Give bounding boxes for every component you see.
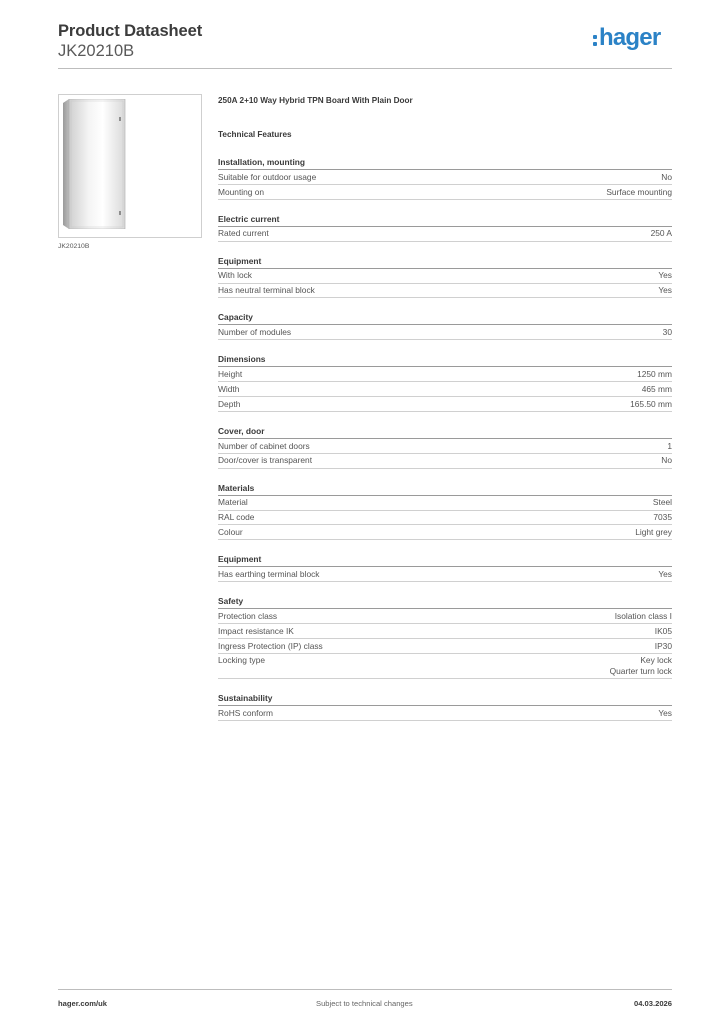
spec-label: Door/cover is transparent [218, 455, 313, 466]
spec-value-line: Quarter turn lock [609, 665, 672, 676]
spec-label: Width [218, 383, 240, 394]
section-capacity [218, 311, 672, 340]
spec-row [218, 511, 672, 526]
spec-value: Light grey [635, 527, 672, 538]
spec-value: Surface mounting [606, 186, 672, 197]
section-title: Materials [218, 482, 672, 496]
spec-label: Suitable for outdoor usage [218, 171, 317, 182]
product-reference: JK20210B [58, 42, 135, 60]
spec-value: Yes [658, 707, 672, 718]
spec-value: Isolation class I [614, 610, 672, 621]
enclosure-cabinet-icon [63, 99, 127, 229]
logo-text: hager [599, 24, 661, 51]
spec-value: 7035 [653, 512, 672, 523]
section-cover-door [218, 425, 672, 469]
spec-value: No [661, 171, 672, 182]
product-image-frame [58, 94, 202, 238]
section-title: Safety [218, 595, 672, 609]
section-title: Cover, door [218, 425, 672, 439]
spec-value [610, 655, 672, 676]
spec-value: IK05 [654, 625, 672, 636]
section-equipment-earthing [218, 553, 672, 582]
spec-row [218, 706, 672, 721]
spec-row [218, 367, 672, 382]
spec-row [218, 609, 672, 624]
spec-value: 1250 mm [637, 368, 672, 379]
section-title: Sustainability [218, 692, 672, 706]
section-title: Capacity [218, 311, 672, 325]
section-materials [218, 482, 672, 541]
footer-date: 04.03.2026 [633, 999, 672, 1008]
spec-row [218, 624, 672, 639]
spec-label: Protection class [218, 610, 278, 621]
footer-notice: Subject to technical changes [316, 999, 413, 1008]
spec-row [218, 654, 672, 679]
spec-value: 165.50 mm [630, 398, 672, 409]
section-title: Equipment [218, 255, 672, 269]
section-dimensions [218, 353, 672, 412]
section-title: Equipment [218, 553, 672, 567]
spec-label: Mounting on [218, 186, 265, 197]
footer-divider [58, 989, 672, 990]
section-electric-current [218, 213, 672, 242]
spec-label: RAL code [218, 512, 255, 523]
spec-label: Has neutral terminal block [218, 285, 315, 296]
section-title: Electric current [218, 213, 672, 227]
spec-label: With lock [218, 270, 252, 281]
section-sustainability [218, 692, 672, 721]
spec-row [218, 284, 672, 299]
product-name: 250A 2+10 Way Hybrid TPN Board With Plain Door [218, 96, 413, 105]
logo-dots-icon [593, 35, 597, 46]
spec-value: 465 mm [641, 383, 672, 394]
section-safety [218, 595, 672, 679]
spec-row [218, 382, 672, 397]
spec-row [218, 567, 672, 582]
spec-label: Impact resistance IK [218, 625, 294, 636]
technical-features-heading: Technical Features [218, 130, 292, 139]
spec-value: Yes [658, 568, 672, 579]
spec-value: 1 [667, 440, 672, 451]
datasheet-content [218, 96, 672, 721]
spec-label: Colour [218, 527, 243, 538]
spec-row [218, 454, 672, 469]
spec-value: Yes [658, 270, 672, 281]
spec-value: No [661, 455, 672, 466]
spec-row [218, 325, 672, 340]
spec-row [218, 639, 672, 654]
spec-value: 250 A [650, 228, 672, 239]
spec-row [218, 269, 672, 284]
spec-value-line: Key lock [640, 655, 672, 666]
spec-row [218, 185, 672, 200]
spec-label: Material [218, 497, 248, 508]
spec-label: Rated current [218, 228, 269, 239]
footer-website-link[interactable]: hager.com/uk [58, 999, 107, 1008]
spec-label: Locking type [218, 655, 266, 666]
document-header [58, 22, 202, 61]
section-installation-mounting [218, 156, 672, 200]
spec-row [218, 227, 672, 242]
spec-value: Yes [658, 285, 672, 296]
section-equipment [218, 255, 672, 299]
hager-logo [593, 26, 660, 50]
spec-value: 30 [662, 327, 672, 338]
spec-row [218, 496, 672, 511]
spec-value: IP30 [654, 640, 672, 651]
spec-label: Depth [218, 398, 241, 409]
spec-row [218, 170, 672, 185]
header-divider [58, 68, 672, 69]
product-image-caption: JK20210B [58, 243, 90, 250]
spec-label: Number of modules [218, 327, 292, 338]
spec-label: Ingress Protection (IP) class [218, 640, 323, 651]
page-title: Product Datasheet [58, 22, 203, 40]
spec-row [218, 525, 672, 540]
section-title: Dimensions [218, 353, 672, 367]
spec-label: Height [218, 368, 243, 379]
spec-label: Number of cabinet doors [218, 440, 310, 451]
section-title: Installation, mounting [218, 156, 672, 170]
spec-value: Steel [652, 497, 672, 508]
spec-label: RoHS conform [218, 707, 273, 718]
spec-row [218, 397, 672, 412]
spec-label: Has earthing terminal block [218, 568, 320, 579]
spec-row [218, 439, 672, 454]
